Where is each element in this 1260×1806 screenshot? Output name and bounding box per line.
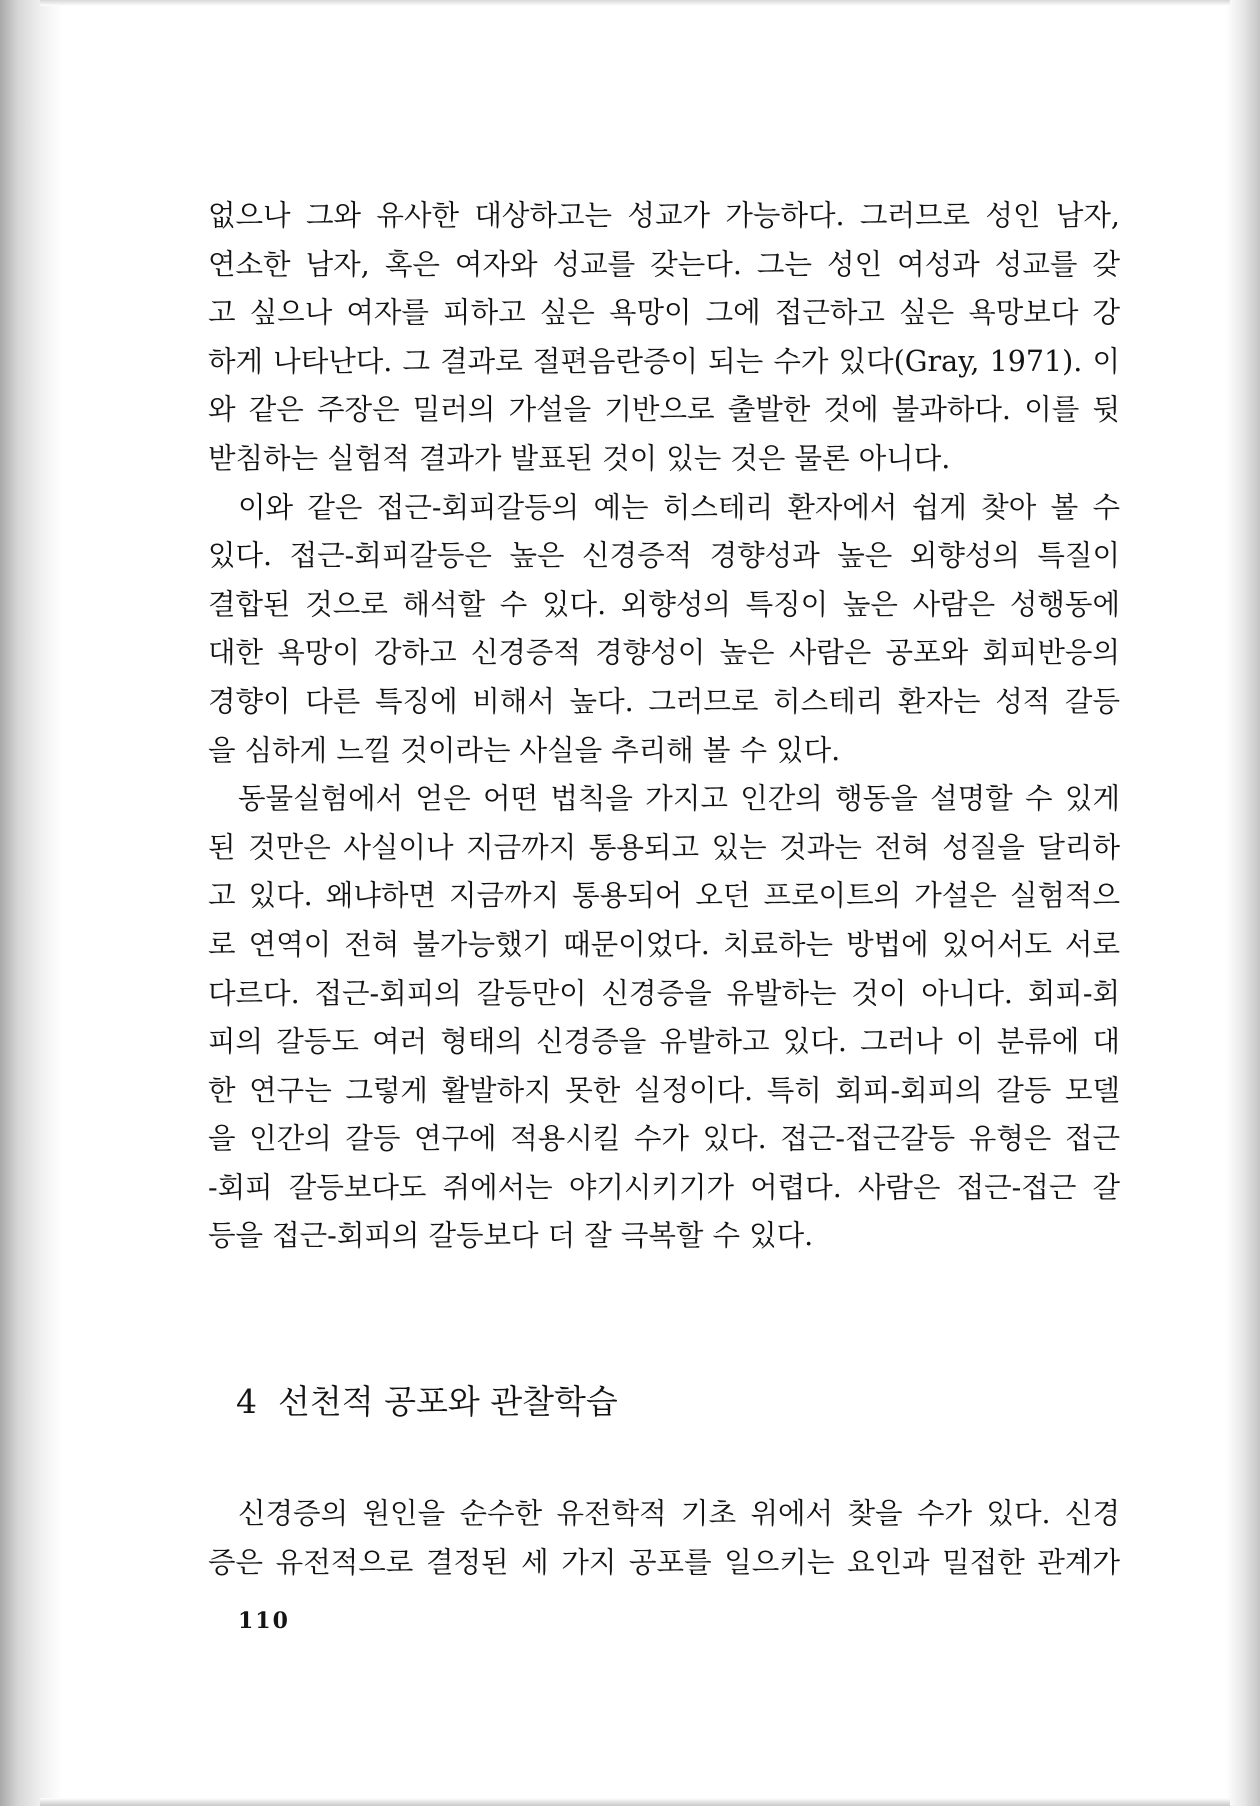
page-shadow-left [0,0,62,1806]
body-text [208,192,1120,1261]
text-line: 피의 갈등도 여러 형태의 신경증을 유발하고 있다. 그러나 이 분류에 대 [208,1025,1120,1059]
text-line: 결합된 것으로 해석할 수 있다. 외향성의 특징이 높은 사람은 성행동에 [208,587,1120,621]
text-line: 하게 나타난다. 그 결과로 절편음란증이 되는 수가 있다(Gray, 1971). 이 [208,344,1120,378]
text-line: 을 인간의 갈등 연구에 적용시킬 수가 있다. 접근-접근갈등 유형은 접근 [208,1122,1120,1156]
paragraph-1 [208,192,1120,484]
text-line: 대한 욕망이 강하고 신경증적 경향성이 높은 사람은 공포와 회피반응의 [208,636,1120,670]
text-line: 없으나 그와 유사한 대상하고는 성교가 가능하다. 그러므로 성인 남자, [208,199,1120,232]
text-line: 연소한 남자, 혹은 여자와 성교를 갖는다. 그는 성인 여성과 성교를 갖 [208,247,1120,281]
text-line: 로 연역이 전혀 불가능했기 때문이었다. 치료하는 방법에 있어서도 서로 [208,927,1120,961]
text-line: 등을 접근-회피의 갈등보다 더 잘 극복할 수 있다. [208,1219,814,1253]
text-line: 고 싶으나 여자를 피하고 싶은 욕망이 그에 접근하고 싶은 욕망보다 강 [208,296,1120,330]
text-line: 있다. 접근-회피갈등은 높은 신경증적 경향성과 높은 외향성의 특질이 [208,539,1120,573]
text-line: 다르다. 접근-회피의 갈등만이 신경증을 유발하는 것이 아니다. 회피-회 [208,976,1120,1010]
paragraph-4 [208,1490,1120,1587]
page-shadow-right [1226,0,1260,1806]
page-edge-bottom [40,1798,1230,1806]
section-title: 선천적 공포와 관찰학습 [278,1382,618,1421]
text-line: 경향이 다른 특징에 비해서 높다. 그러므로 히스테리 환자는 성적 갈등 [208,684,1120,718]
paragraph-3 [208,775,1120,1261]
paragraph-2 [208,484,1120,776]
text-line: 신경증의 원인을 순수한 유전학적 기초 위에서 찾을 수가 있다. 신경 [238,1497,1120,1530]
section-heading [236,1380,618,1424]
page-number: 110 [238,1608,290,1634]
text-line: -회피 갈등보다도 쥐에서는 야기시키기가 어렵다. 사람은 접근-접근 갈 [208,1170,1120,1204]
text-line: 동물실험에서 얻은 어떤 법칙을 가지고 인간의 행동을 설명할 수 있게 [238,782,1120,816]
text-line: 한 연구는 그렇게 활발하지 못한 실정이다. 특히 회피-회피의 갈등 모델 [208,1073,1120,1107]
text-line: 된 것만은 사실이나 지금까지 통용되고 있는 것과는 전혀 성질을 달리하 [208,830,1120,864]
text-line: 을 심하게 느낄 것이라는 사실을 추리해 볼 수 있다. [208,733,841,767]
page-edge-top [40,0,1230,6]
text-line: 와 같은 주장은 밀러의 가설을 기반으로 출발한 것에 불과하다. 이를 뒷 [208,393,1120,427]
text-line: 증은 유전적으로 결정된 세 가지 공포를 일으키는 요인과 밀접한 관계가 [208,1545,1120,1579]
body-text-continued [208,1490,1120,1587]
text-line: 받침하는 실험적 결과가 발표된 것이 있는 것은 물론 아니다. [208,441,951,475]
section-number: 4 [236,1382,257,1421]
text-line: 고 있다. 왜냐하면 지금까지 통용되어 오던 프로이트의 가설은 실험적으 [208,879,1120,913]
text-line: 이와 같은 접근-회피갈등의 예는 히스테리 환자에서 쉽게 찾아 볼 수 [238,490,1120,524]
